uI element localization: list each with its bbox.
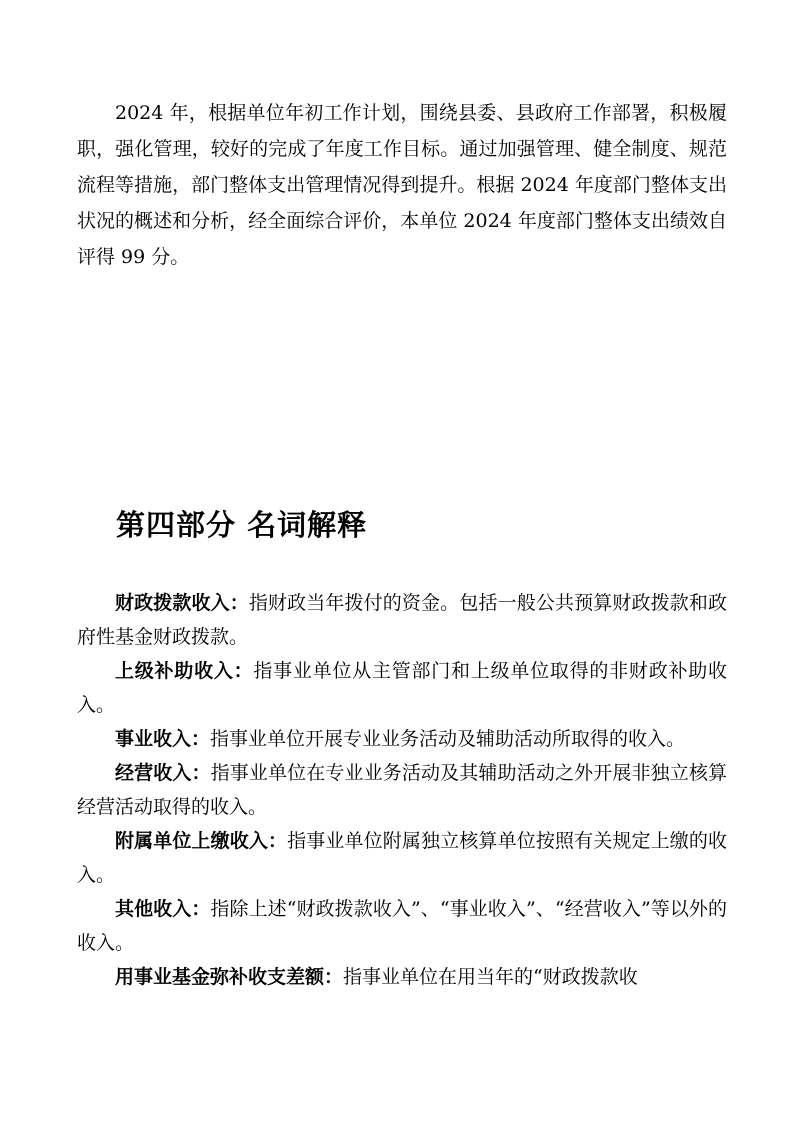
intro-paragraph: 2024 年，根据单位年初工作计划，围绕县委、县政府工作部署，积极履职，强化管理，较好的完成了年度工作目标。通过加强管理、健全制度、规范流程等措施，部门整体支出管理情况得到提升。根据 2024 年度部门整体支出状况的概述和分析，经全面综合评价，本单位 2024 年度部门整体支出绩效自评得 99 分。	[77, 102, 727, 268]
definition-term: 上级补助收入：	[115, 660, 254, 682]
definition-term: 经营收入：	[115, 762, 211, 784]
definition-term: 用事业基金弥补收支差额：	[115, 966, 344, 988]
definition-item	[77, 824, 727, 892]
definition-text: 指除上述“财政拨款收入”、“事业收入”、“经营收入”等以外的收入。	[77, 898, 727, 954]
definition-item	[77, 892, 727, 960]
definition-item	[77, 960, 727, 994]
definition-text: 指事业单位开展专业业务活动及辅助活动所取得的收入。	[210, 728, 686, 750]
definition-text: 指事业单位在用当年的“财政拨款收	[343, 966, 638, 988]
definition-term: 其他收入：	[115, 898, 211, 920]
definition-text: 指事业单位附属独立核算单位按照有关规定上缴的收入。	[77, 830, 727, 886]
definition-term: 事业收入：	[115, 728, 211, 750]
definition-item	[77, 586, 727, 654]
definition-item	[77, 756, 727, 824]
definition-item	[77, 722, 727, 756]
definition-term: 附属单位上缴收入：	[115, 830, 288, 852]
definition-term: 财政拨款收入：	[115, 592, 249, 614]
definition-item	[77, 654, 727, 722]
section-title: 第四部分 名词解释	[116, 508, 368, 542]
definition-text: 指事业单位从主管部门和上级单位取得的非财政补助收入。	[77, 660, 727, 716]
definition-list	[77, 586, 727, 994]
definition-text: 指财政当年拨付的资金。包括一般公共预算财政拨款和政府性基金财政拨款。	[77, 592, 727, 648]
definition-text: 指事业单位在专业业务活动及其辅助活动之外开展非独立核算经营活动取得的收入。	[77, 762, 727, 818]
